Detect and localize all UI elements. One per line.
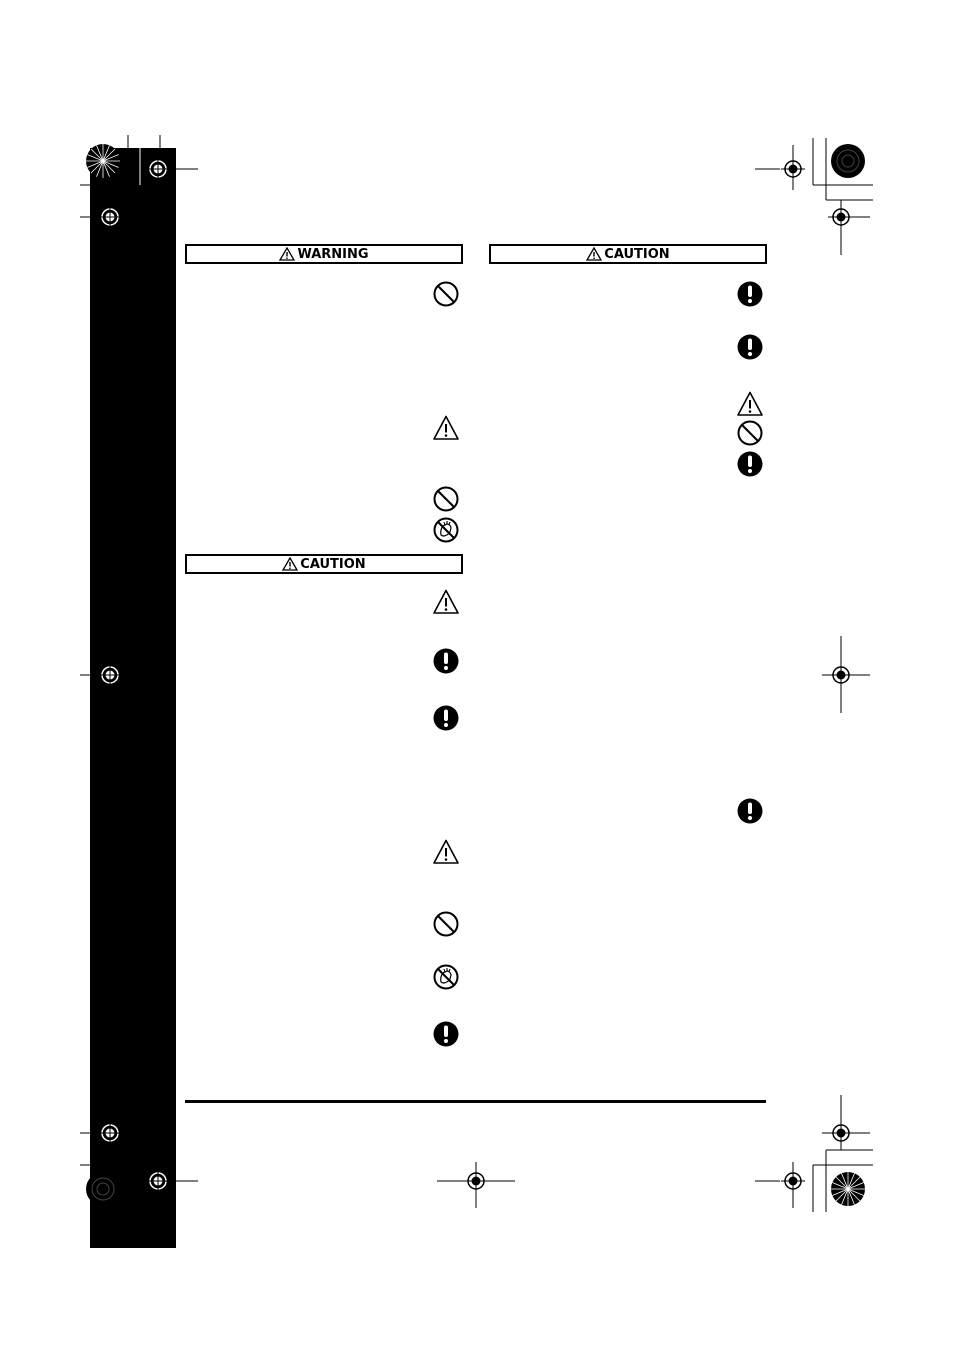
caution-triangle-icon (432, 414, 460, 442)
mandatory-exclamation-icon (736, 333, 764, 361)
caution-header-left (185, 554, 463, 574)
mandatory-exclamation-icon (736, 797, 764, 825)
caution-triangle-icon (432, 588, 460, 616)
prohibited-icon (736, 419, 764, 447)
no-disassembly-icon (432, 516, 460, 544)
mandatory-exclamation-icon (736, 450, 764, 478)
caution-triangle-icon (736, 390, 764, 418)
caution-header-left-label: CAUTION (300, 556, 366, 572)
prohibited-icon (432, 485, 460, 513)
warning-triangle-icon (279, 247, 295, 261)
mandatory-exclamation-icon (432, 1020, 460, 1048)
warning-header (185, 244, 463, 264)
caution-triangle-icon (432, 838, 460, 866)
footer-rule (185, 1100, 766, 1103)
caution-triangle-icon (586, 247, 602, 261)
mandatory-exclamation-icon (432, 704, 460, 732)
caution-triangle-icon (282, 557, 298, 571)
mandatory-exclamation-icon (736, 280, 764, 308)
mandatory-exclamation-icon (432, 647, 460, 675)
prohibited-icon (432, 280, 460, 308)
no-disassembly-icon (432, 963, 460, 991)
prohibited-icon (432, 910, 460, 938)
warning-header-label: WARNING (297, 246, 369, 262)
caution-header-right-label: CAUTION (604, 246, 670, 262)
caution-header-right (489, 244, 767, 264)
